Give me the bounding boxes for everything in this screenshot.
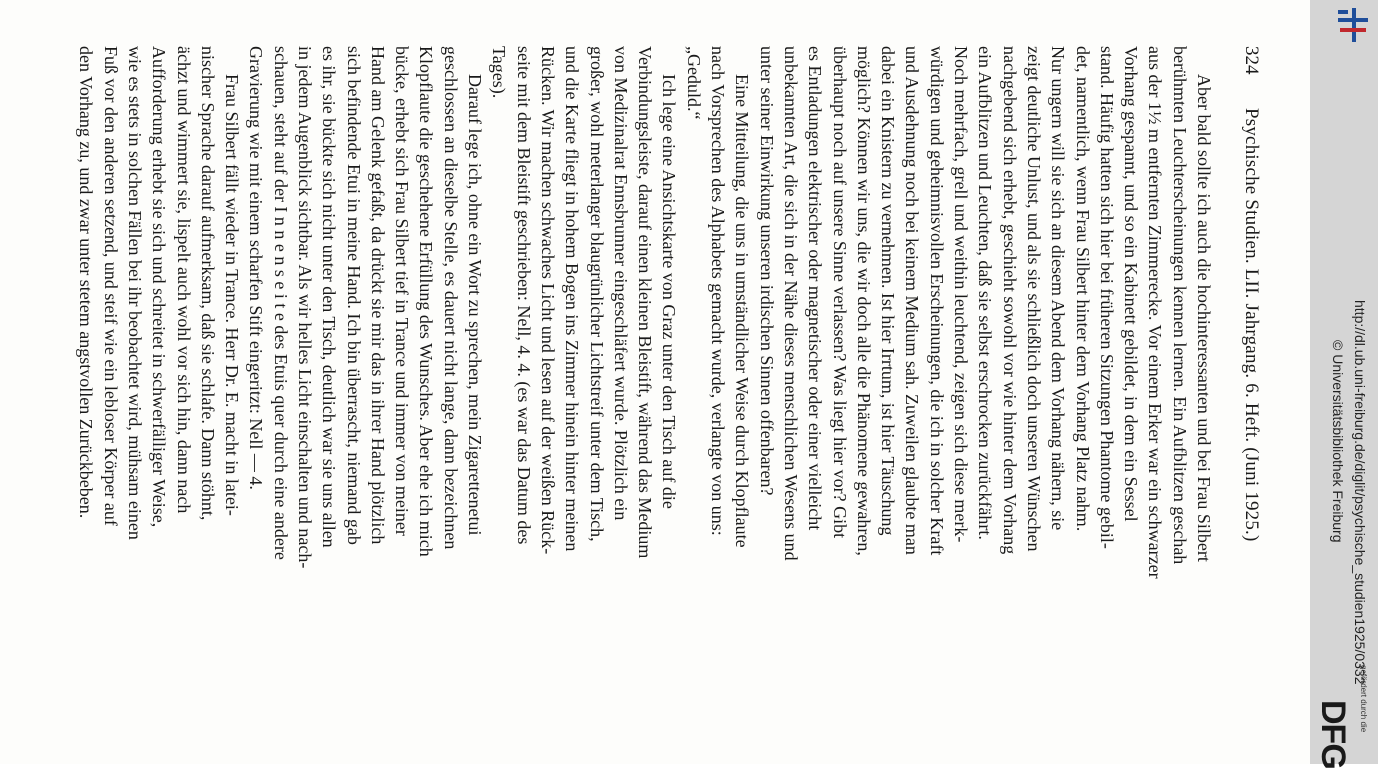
text-line: den Vorhang zu, und zwar unter stetem angstvollen Zurückbeben.	[76, 46, 97, 519]
text-line: ächzt und wimmert sie, lispelt auch wohl vor sich hin, dann nach	[173, 46, 194, 514]
text-line: Vorhang gespannt, und so ein Kabinett gebildet, in dem ein Sessel	[1121, 46, 1142, 522]
page-number: 324	[1241, 46, 1262, 75]
text-line: Nur ungern will sie sich an diesem Abend dem Vorhang nähern, sie	[1048, 46, 1069, 531]
funding-note: gefördert durch die	[1359, 665, 1368, 733]
text-line: Darauf lege ich, ohne ein Wort zu sprechen, mein Zigarettenetui	[465, 74, 486, 536]
text-line: Aufforderung erhebt sie sich und schreitet in schwerfälliger Weise,	[149, 46, 170, 528]
text-line: ein Aufblitzen und Leuchten, daß sie selbst erschrocken zurückfährt.	[975, 46, 996, 540]
text-line: stand. Häufig hatten sich hier bei früheren Sitzungen Phantome gebil-	[1096, 46, 1117, 549]
ub-freiburg-logo-icon	[1334, 8, 1370, 44]
text-line: Frau Silbert fällt wieder in Trance. Herr Dr. E. macht in latei-	[222, 74, 243, 516]
text-line: bücke, erhebt sich Frau Silbert tief in Trance und immer von meiner	[392, 46, 413, 536]
text-line: unter seiner Einwirkung unseren irdischen Sinnen offenbaren?	[756, 46, 777, 496]
text-line: Tages).	[489, 46, 510, 99]
text-line: zeigt deutliche Unlust, und als sie schließlich doch unseren Wünschen	[1023, 46, 1044, 552]
text-line: aus der 1½ m entfernten Zimmerecke. Vor einem Erker war ein schwarzer	[1145, 46, 1166, 579]
text-line: es ihr, sie bückte sich nicht unter den Tisch, deutlich war sie uns allen	[319, 46, 340, 548]
text-line: Klopflaute die geschehene Erfüllung des Wunsches. Aber ehe ich mich	[416, 46, 437, 557]
text-line: nach Vorsprechen des Alphabets gemacht wurde, verlangte von uns:	[708, 46, 729, 536]
text-line: nachgebend sich erhebt, geschieht sowohl vor wie hinter dem Vorhang	[999, 46, 1020, 555]
text-line: von Medizinalrat Ennsbrunner eingeschläfert wurde. Plötzlich ein	[610, 46, 631, 521]
text-line: sich befindende Etui in meine Hand. Ich bin überrascht, niemand gab	[343, 46, 364, 545]
text-line: „Geduld.“	[683, 46, 704, 120]
text-line: unbekannten Art, die sich in der Nähe dieses menschlichen Wesens und	[780, 46, 801, 561]
viewer-footer	[1310, 0, 1378, 769]
text-line: Rücken. Wir machen schwaches Licht und lesen auf der weißen Rück-	[537, 46, 558, 555]
text-line: großer, wohl meterlanger blaugrünlicher Lichtstreif unter dem Tisch,	[586, 46, 607, 542]
text-line: Ich lege eine Ansichtskarte von Graz unter den Tisch auf die	[659, 74, 680, 509]
text-line: Gravierung wie mit einem scharfen Stift eingeritzt: Nell — 4.	[246, 46, 267, 490]
text-line: würdigen und geheimnisvollen Erscheinungen, die ich in solcher Kraft	[926, 46, 947, 556]
page-body-text	[74, 46, 1216, 746]
text-line: det, namentlich, wenn Frau Silbert hinter dem Vorhang Platz nahm.	[1072, 46, 1093, 532]
text-line: in jedem Augenblick sichtbar. Als wir helles Licht einschalten und nach-	[295, 46, 316, 569]
text-line: seite mit dem Bleistift geschrieben: Nell, 4. 4. (es war das Datum des	[513, 46, 534, 545]
text-line: und Ausdehnung noch bei keinem Medium sah. Zuweilen glaubte man	[902, 46, 923, 555]
running-head	[1234, 46, 1264, 736]
text-line: schauen, steht auf der I n n e n s e i t e des Etuis quer durch eine andere	[270, 46, 291, 560]
text-line: Verbindungsleiste, darauf einen kleinen Bleistift, während das Medium	[635, 46, 656, 559]
text-line: und die Karte fliegt in hohem Bogen ins Zimmer hinein hinter meinen	[562, 46, 583, 552]
text-line: Eine Mitteilung, die uns in umständlicher Weise durch Klopflaute	[732, 74, 753, 548]
text-line: Fuß vor den anderen setzend, und steif wie ein lebloser Körper auf	[100, 46, 121, 526]
text-line: geschlossen an dieselbe Stelle, es dauert nicht lange, dann bezeichnen	[440, 46, 461, 550]
text-line: nischer Sprache darauf aufmerksam, daß sie schlafe. Dann stöhnt,	[197, 46, 218, 521]
text-line: möglich? Können wir uns, die wir doch alle die Phänomene gewahren,	[853, 46, 874, 556]
document-url-link[interactable]: http://dl.ub.uni-freiburg.de/diglit/psychische_studien1925/0332	[1352, 300, 1368, 685]
text-line: es Entladungen elektrischer oder magnetischer oder einer vielleicht	[805, 46, 826, 531]
text-line: wie es stets in solchen Fällen bei ihr beobachtet wird, mühsam einen	[124, 46, 145, 540]
text-line: Aber bald sollte ich auch die hochinteressanten und bei Frau Silbert	[1194, 74, 1214, 562]
text-line: dabei ein Knistern zu vernehmen. Ist hier Irrtum, ist hier Täuschung	[878, 46, 899, 536]
running-head-title: Psychische Studien. LII. Jahrgang. 6. Heft. (Juni 1925.)	[1241, 108, 1262, 542]
text-line: Hand am Gelenk gefaßt, da drückt sie mir das in ihrer Hand plötzlich	[367, 46, 388, 545]
text-line: überhaupt noch auf unsere Sinne verlassen? Was liegt hier vor? Gibt	[829, 46, 850, 539]
dfg-logo: DFG	[1314, 700, 1352, 769]
text-line: Noch mehrfach, grell und weithin leuchtend, zeigen sich diese merk-	[951, 46, 972, 543]
text-line: berühmten Leuchterscheinungen kennen lernen. Ein Aufblitzen geschah	[1169, 46, 1190, 565]
copyright-notice: © Universitätsbibliothek Freiburg	[1330, 340, 1346, 543]
